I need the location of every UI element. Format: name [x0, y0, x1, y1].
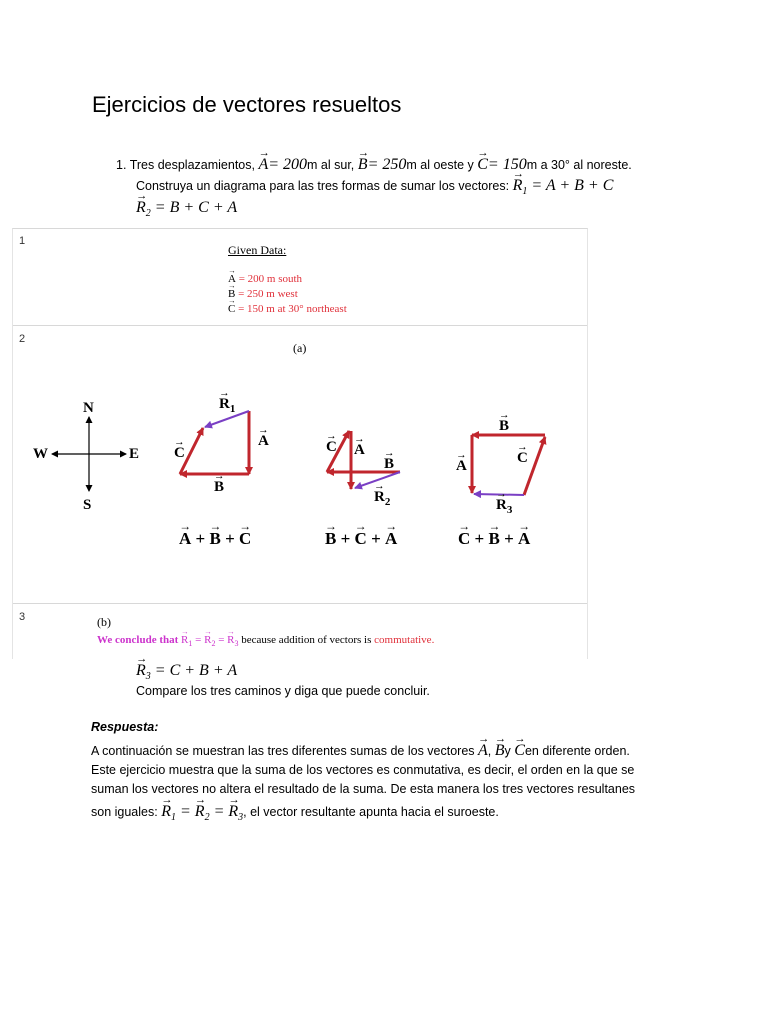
vector-label-a: → A [456, 458, 467, 475]
figure-row-number: 3 [19, 611, 26, 623]
vector-label-c: → C [517, 450, 528, 467]
sum-label-3: → C + → B + → A [458, 529, 530, 549]
problem-line-4: → $R_3 = C + B + A$ [136, 662, 237, 682]
figure-row-number: 1 [19, 235, 26, 247]
answer-line-4: son iguales: → $R_1$ = → $R_2$ = → $R_3$, el vector resultante apunta hacia el suroeste. [91, 803, 499, 823]
vector-label-r1: → $R_1$ [219, 396, 235, 415]
vector-label-c: → C [326, 439, 337, 456]
figure-row-number: 2 [19, 333, 26, 345]
compass-n-label: N [83, 400, 94, 416]
given-data-title: Given Data: [228, 243, 287, 257]
sum-label-1: → A + → B + → C [179, 529, 251, 549]
given-data-b: → B = 250 m west [228, 288, 298, 300]
answer-line-2: Este ejercicio muestra que la suma de los vectores es conmutativa, es decir, el orden en la que se [91, 763, 635, 777]
problem-line-5: Compare los tres caminos y diga que puede concluir. [136, 684, 430, 698]
page-title: Ejercicios de vectores resueltos [92, 92, 402, 117]
diagram-a-plus-b-plus-c [180, 411, 249, 474]
solution-figure [12, 228, 588, 659]
figure-divider [13, 325, 587, 326]
compass-icon [52, 417, 126, 491]
answer-line-1: A continuación se muestran las tres diferentes sumas de los vectores → A, → By → Cen diferente orden. [91, 742, 681, 760]
vector-label-b: → B [384, 456, 394, 473]
sum-label-2: → B + → C + → A [325, 529, 397, 549]
problem-line-3: → $R_2 = B + C + A$ [136, 199, 237, 219]
problem-line-2: Construya un diagrama para las tres formas de sumar los vectores: → $R_1 = A + B + C$ [136, 177, 613, 197]
part-a-label: (a) [293, 341, 307, 355]
vector-label-c: → C [174, 445, 185, 462]
vector-label-a: → A [354, 442, 365, 459]
problem-line-1: 1. Tres desplazamientos, → A= 200m al sur, → B= 250m al oeste y → C= 150m a 30° al noreste. [116, 156, 632, 174]
answer-heading: Respuesta: [91, 720, 159, 734]
vector-label-r3: → $R_3$ [496, 497, 512, 516]
vector-label-r2: → $R_2$ [374, 489, 390, 508]
vector-diagrams [13, 359, 587, 604]
compass-s-label: S [83, 497, 92, 513]
answer-line-3: suman los vectores no altera el resultado de la suma. De esta manera los tres vectores resultanes [91, 782, 636, 796]
given-data-a: → A = 200 m south [228, 273, 302, 285]
part-b-label: (b) [97, 615, 111, 629]
compass-e-label: E [129, 446, 140, 462]
vector-label-b: → B [499, 418, 509, 435]
given-data-c: → C = 150 m at 30° northeast [228, 303, 347, 315]
diagram-c-plus-b-plus-a [472, 435, 545, 495]
vector-label-a: → A [258, 433, 269, 450]
compass-w-label: W [33, 446, 48, 462]
vector-label-b: → B [214, 479, 224, 496]
conclusion-line: We conclude that → $R_1$ = → $R_2$ = → $R_3$ because addition of vectors is commutative. [97, 634, 434, 648]
problem-number: 1. [116, 158, 127, 172]
